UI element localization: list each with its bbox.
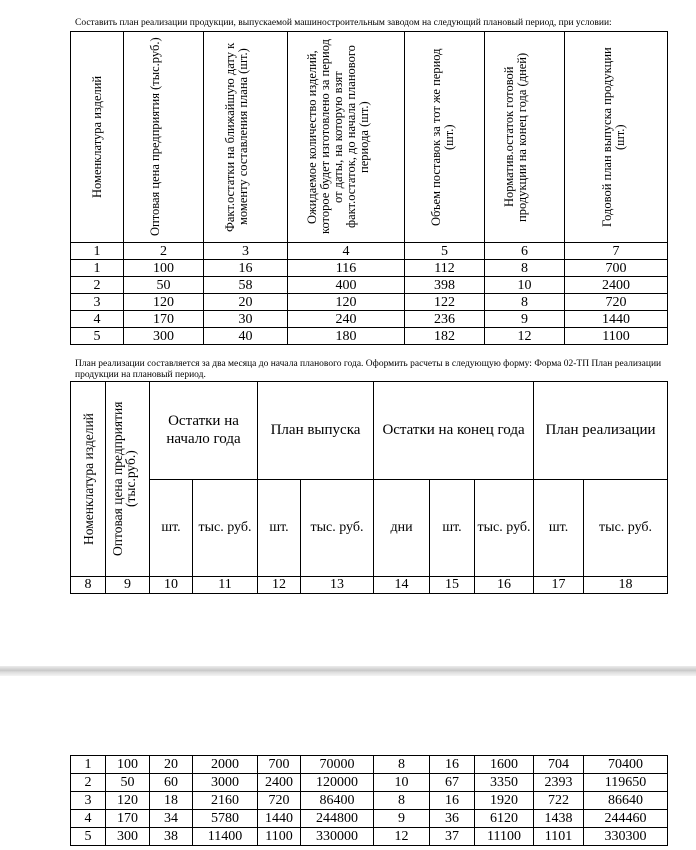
- cell: 13: [301, 577, 374, 594]
- cell: 120: [124, 294, 204, 311]
- cell: 1100: [258, 828, 301, 846]
- cell: 10: [485, 277, 565, 294]
- unit-header: тыс. руб.: [301, 479, 374, 577]
- cell: 50: [124, 277, 204, 294]
- cell: 16: [430, 792, 475, 810]
- cell: 330000: [301, 828, 374, 846]
- unit-header: шт.: [534, 479, 584, 577]
- cell: 36: [430, 810, 475, 828]
- cell: 16: [204, 260, 288, 277]
- cell: 11: [193, 577, 258, 594]
- cell: 1100: [565, 328, 668, 345]
- group-header: Остатки на начало года: [150, 382, 258, 480]
- cell: 2400: [565, 277, 668, 294]
- cell: 8: [374, 756, 430, 774]
- cell: 2393: [534, 774, 584, 792]
- header-cell: Норматив.остаток готовой продукции на конец года (дней): [501, 52, 529, 222]
- cell: 236: [405, 311, 485, 328]
- cell: 112: [405, 260, 485, 277]
- cell: 12: [485, 328, 565, 345]
- cell: 4: [288, 243, 405, 260]
- cell: 12: [258, 577, 301, 594]
- cell: 67: [430, 774, 475, 792]
- cell: 300: [106, 828, 150, 846]
- cell: 37: [430, 828, 475, 846]
- cell: 5780: [193, 810, 258, 828]
- cell: 16: [430, 756, 475, 774]
- group-header: План реализации: [534, 382, 668, 480]
- cell: 3: [204, 243, 288, 260]
- cell: 3: [71, 792, 106, 810]
- unit-header: шт.: [430, 479, 475, 577]
- cell: 720: [565, 294, 668, 311]
- group-header-row: [71, 382, 668, 480]
- header-cell: Объем поставок за тот же период (шт.): [428, 48, 456, 226]
- cell: 5: [71, 328, 124, 345]
- cell: 2160: [193, 792, 258, 810]
- table-row: [71, 311, 668, 328]
- cell: 86640: [584, 792, 668, 810]
- cell: 244800: [301, 810, 374, 828]
- cell: 11400: [193, 828, 258, 846]
- cell: 1440: [258, 810, 301, 828]
- cell: 3350: [475, 774, 534, 792]
- cell: 100: [106, 756, 150, 774]
- cell: 180: [288, 328, 405, 345]
- cell: 8: [71, 577, 106, 594]
- cell: 9: [374, 810, 430, 828]
- cell: 2000: [193, 756, 258, 774]
- cell: 120: [106, 792, 150, 810]
- unit-header-row: [71, 479, 668, 577]
- cell: 720: [258, 792, 301, 810]
- header-cell: Номенклатура изделий: [80, 413, 96, 545]
- cell: 1600: [475, 756, 534, 774]
- group-header: Остатки на конец года: [374, 382, 534, 480]
- cell: 5: [71, 828, 106, 846]
- cell: 240: [288, 311, 405, 328]
- cell: 18: [150, 792, 193, 810]
- table-row: [71, 828, 668, 846]
- cell: 2400: [258, 774, 301, 792]
- cell: 3: [71, 294, 124, 311]
- cell: 34: [150, 810, 193, 828]
- table-row: [71, 328, 668, 345]
- cell: 38: [150, 828, 193, 846]
- cell: 40: [204, 328, 288, 345]
- results-table: [70, 755, 668, 846]
- unit-header: тыс. руб.: [475, 479, 534, 577]
- cell: 6120: [475, 810, 534, 828]
- table-row: [71, 792, 668, 810]
- unit-header: шт.: [258, 479, 301, 577]
- cell: 120000: [301, 774, 374, 792]
- cell: 2: [71, 774, 106, 792]
- cell: 100: [124, 260, 204, 277]
- cell: 5: [405, 243, 485, 260]
- cell: 60: [150, 774, 193, 792]
- cell: 50: [106, 774, 150, 792]
- header-cell: Оптовая цена предприятия (тыс.руб.): [109, 401, 138, 557]
- cell: 1: [71, 260, 124, 277]
- cell: 1101: [534, 828, 584, 846]
- cell: 8: [485, 260, 565, 277]
- table-row: [71, 810, 668, 828]
- table-row: [71, 756, 668, 774]
- header-cell: Номенклатура изделий: [89, 75, 104, 199]
- header-cell: Годовой план выпуска продукции (шт.): [600, 47, 627, 227]
- cell: 182: [405, 328, 485, 345]
- cell: 9: [106, 577, 150, 594]
- cell: 11100: [475, 828, 534, 846]
- conditions-table: [70, 31, 668, 345]
- cell: 2: [71, 277, 124, 294]
- cell: 300: [124, 328, 204, 345]
- header-row: [71, 32, 668, 243]
- cell: 244460: [584, 810, 668, 828]
- cell: 20: [150, 756, 193, 774]
- cell: 4: [71, 311, 124, 328]
- unit-header: дни: [374, 479, 430, 577]
- form-instruction-text: План реализации составляется за два месяца до начала планового года. Оформить расчеты в следующую форму: Форма 02-ТП План реализации продукции на плановый период.: [75, 359, 662, 380]
- header-cell: Оптовая цена предприятия (тыс.руб.): [147, 37, 162, 237]
- cell: 170: [124, 311, 204, 328]
- cell: 3000: [193, 774, 258, 792]
- cell: 398: [405, 277, 485, 294]
- form-table: [70, 381, 668, 594]
- cell: 1: [71, 243, 124, 260]
- cell: 20: [204, 294, 288, 311]
- cell: 170: [106, 810, 150, 828]
- column-number-row: [71, 243, 668, 260]
- cell: 8: [374, 792, 430, 810]
- column-number-row: [71, 577, 668, 594]
- cell: 330300: [584, 828, 668, 846]
- cell: 116: [288, 260, 405, 277]
- header-cell: Факт.остатки на ближайшую дату к моменту составления плана (шт.): [222, 42, 250, 232]
- cell: 704: [534, 756, 584, 774]
- unit-header: шт.: [150, 479, 193, 577]
- cell: 10: [374, 774, 430, 792]
- unit-header: тыс. руб.: [584, 479, 668, 577]
- cell: 10: [150, 577, 193, 594]
- cell: 30: [204, 311, 288, 328]
- cell: 1: [71, 756, 106, 774]
- cell: 7: [565, 243, 668, 260]
- cell: 1438: [534, 810, 584, 828]
- cell: 8: [485, 294, 565, 311]
- cell: 70000: [301, 756, 374, 774]
- cell: 700: [565, 260, 668, 277]
- cell: 1920: [475, 792, 534, 810]
- cell: 15: [430, 577, 475, 594]
- cell: 14: [374, 577, 430, 594]
- cell: 6: [485, 243, 565, 260]
- cell: 58: [204, 277, 288, 294]
- table-row: [71, 294, 668, 311]
- cell: 18: [584, 577, 668, 594]
- cell: 86400: [301, 792, 374, 810]
- cell: 12: [374, 828, 430, 846]
- cell: 722: [534, 792, 584, 810]
- cell: 4: [71, 810, 106, 828]
- cell: 2: [124, 243, 204, 260]
- table-row: [71, 774, 668, 792]
- cell: 1440: [565, 311, 668, 328]
- cell: 16: [475, 577, 534, 594]
- page-separator: [0, 666, 696, 676]
- table-row: [71, 260, 668, 277]
- cell: 120: [288, 294, 405, 311]
- cell: 17: [534, 577, 584, 594]
- header-cell: Ожидаемое количество изделий, которое будет изготовлено за период от даты, на которую взят факт.остаток, до начала планового периода (шт.): [305, 39, 371, 235]
- cell: 119650: [584, 774, 668, 792]
- unit-header: тыс. руб.: [193, 479, 258, 577]
- cell: 9: [485, 311, 565, 328]
- group-header: План выпуска: [258, 382, 374, 480]
- cell: 122: [405, 294, 485, 311]
- cell: 70400: [584, 756, 668, 774]
- intro-text: Составить план реализации продукции, выпускаемой машиностроительным заводом на следующий плановый период, при условии:: [75, 18, 612, 28]
- cell: 700: [258, 756, 301, 774]
- cell: 400: [288, 277, 405, 294]
- table-row: [71, 277, 668, 294]
